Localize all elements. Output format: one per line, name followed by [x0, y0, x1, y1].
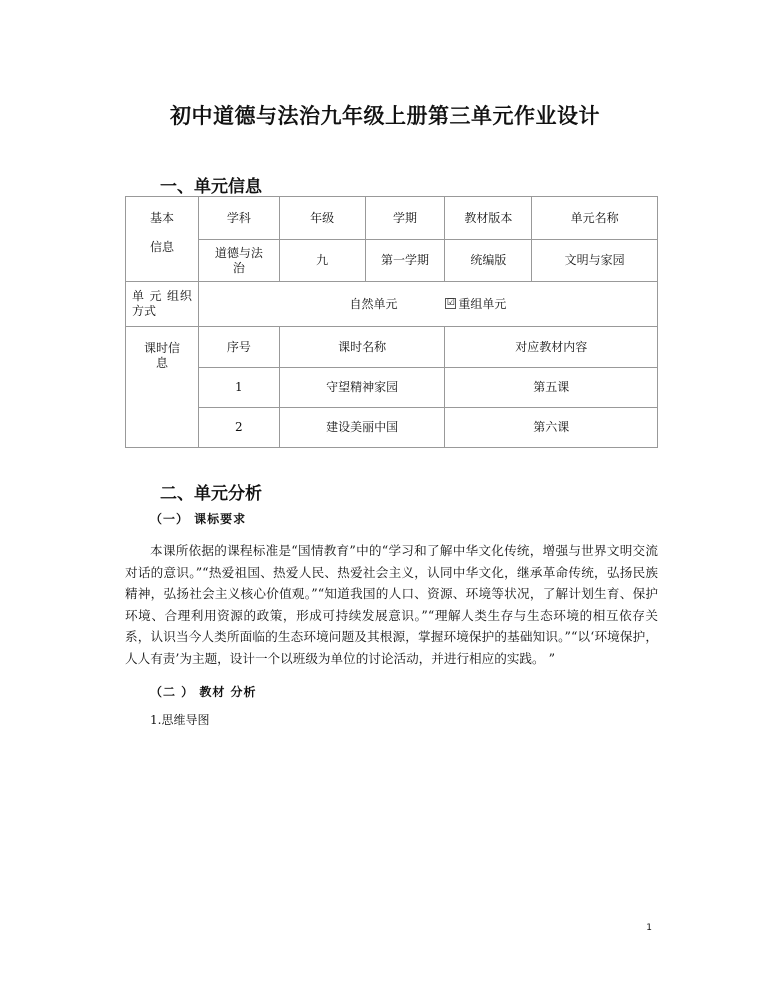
org-method-label: 单 元 组织 方式 [126, 282, 199, 327]
lesson-header-name: 课时名称 [279, 327, 445, 368]
lesson-header-content: 对应教材内容 [445, 327, 658, 368]
lesson-header-no: 序号 [198, 327, 279, 368]
value-subject: 道德与法治 [198, 240, 279, 282]
unit-info-table [125, 196, 658, 448]
mind-map-item: 1.思维导图 [150, 713, 210, 727]
document-title: 初中道德与法治九年级上册第三单元作业设计 [170, 104, 600, 128]
option-natural-unit: 自然单元 [349, 296, 398, 311]
value-grade: 九 [279, 240, 365, 282]
table-row [126, 368, 658, 408]
lesson-no: 2 [198, 408, 279, 448]
lesson-content: 第六课 [445, 408, 658, 448]
header-subject: 学科 [198, 197, 279, 240]
org-method-options [198, 282, 657, 327]
checkbox-icon[interactable]: ☑ [446, 297, 455, 308]
header-textbook: 教材版本 [445, 197, 532, 240]
lesson-info-label: 课时信息 [126, 327, 199, 448]
section-heading-unit-info: 一、单元信息 [160, 177, 262, 197]
header-semester: 学期 [365, 197, 445, 240]
header-unit-name: 单元名称 [532, 197, 658, 240]
lesson-name: 建设美丽中国 [279, 408, 445, 448]
subheading-curriculum-requirements: （一） 课标要求 [150, 512, 247, 526]
subheading-textbook-analysis: （二 ） 教材 分析 [150, 685, 257, 699]
value-semester: 第一学期 [365, 240, 445, 282]
lesson-no: 1 [198, 368, 279, 408]
curriculum-paragraph: 本课所依据的课程标准是“国情教育”中的“学习和了解中华文化传统，增强与世界文明交流对话的意识。”“热爱祖国、热爱人民、热爱社会主义，认同中华文化，继承革命传统，弘扬民族精神，弘扬社会主义核心价值观。”“知道我国的人口、资源、环境等状况，了解计划生育、保护环境、合理利用资源的政策，形成可持续发展意识。”“理解人类生存与生态环境的相互依存关系，认识当今人类所面临的生态环境问题及其根源，掌握环境保护的基础知识。”“以‘环境保护，人人有责’为主题，设计一个以班级为单位的讨论活动，并进行相应的实践。 ” [125, 543, 658, 666]
value-unit-name: 文明与家园 [532, 240, 658, 282]
page-number: 1 [646, 923, 652, 933]
table-row [126, 408, 658, 448]
option-regrouped-unit[interactable]: ☑ 重组单元 [446, 296, 507, 311]
basic-info-label: 基本 信息 [126, 197, 199, 282]
header-grade: 年级 [279, 197, 365, 240]
lesson-content: 第五课 [445, 368, 658, 408]
section-heading-unit-analysis: 二、单元分析 [160, 484, 262, 504]
value-textbook: 统编版 [445, 240, 532, 282]
lesson-name: 守望精神家园 [279, 368, 445, 408]
